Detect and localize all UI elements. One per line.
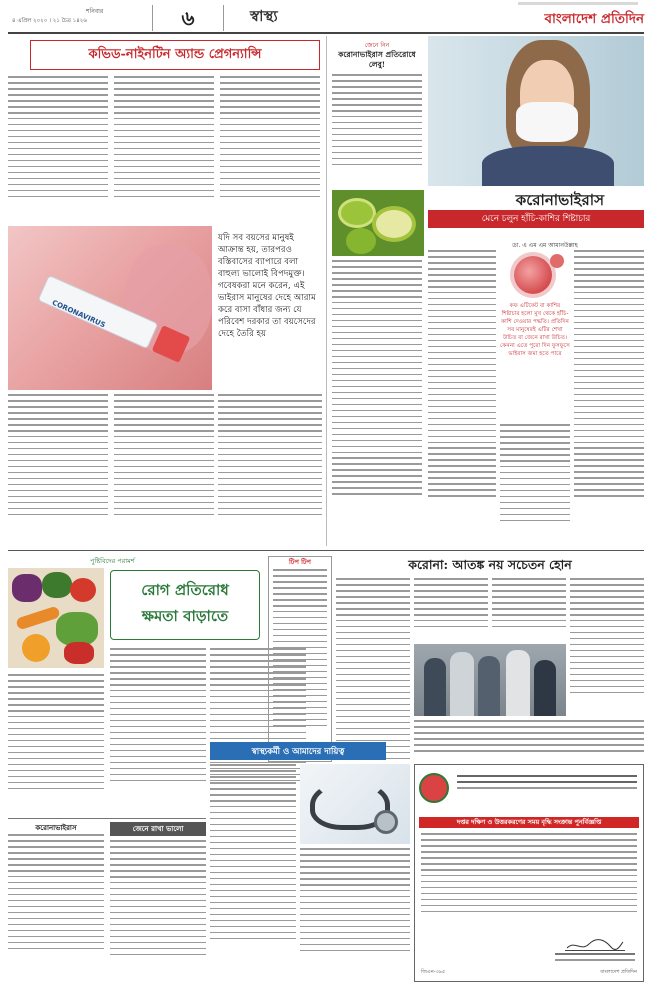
pull-quote: কফ এটিকেট বা কাশির শিষ্টাচার হলো মুখ থেকে হাঁচি-কাশি দেওয়ার পদ্ধতি। প্রতিদিন সব মানুষেরই এটির শেখা উচিত বা জেনে রাখা উচিত। কেননা এতে পুরো দিন ফুসফুসে ভাইরাস জমা হতে পারে <box>500 303 570 357</box>
lead-headline: কভিড-নাইনটিন অ্যান্ড প্রেগন্যান্সি <box>88 47 262 62</box>
govt-emblem-icon <box>419 773 449 803</box>
notice-header-lines <box>457 775 637 793</box>
orange <box>22 634 50 662</box>
panic-col-2 <box>414 578 488 640</box>
woman-shirt <box>482 146 614 186</box>
sidebar-body-2 <box>332 260 422 542</box>
notice-body <box>421 833 637 933</box>
etiquette-col-3 <box>574 250 644 546</box>
panic-col-4 <box>570 578 644 718</box>
lemon-1 <box>338 198 376 228</box>
virus-illustration <box>502 252 568 298</box>
logo-tagline <box>518 2 638 5</box>
tips-body <box>269 567 331 759</box>
bottom-middle-title-box <box>110 822 206 836</box>
notice-header <box>419 769 639 811</box>
bottom-left-body <box>8 834 104 980</box>
masthead-date: ৪ এপ্রিল ২০২০ । ২১ চৈত্র ১৪২৬ <box>12 18 87 24</box>
crowd-photo <box>414 644 566 716</box>
grapes <box>12 574 42 602</box>
etiquette-col-1 <box>428 250 496 546</box>
tips-title: টিপ টিপ <box>289 558 311 566</box>
person-5 <box>534 660 556 716</box>
section-title: স্বাস্থ্য <box>250 7 278 25</box>
bottom-middle-title: জেনে রাখা ভালো <box>132 824 184 833</box>
notice-signer-lines <box>555 953 635 965</box>
sidebar-kicker: জেনে নিন <box>364 42 390 49</box>
lemon-2 <box>372 206 416 242</box>
sidebar-title: করোনাভাইরাস প্রতিরোধে লেবু! <box>338 50 416 69</box>
tomato <box>70 578 96 602</box>
mid-page-rule <box>8 550 644 551</box>
notice-footer-right: বাংলাদেশ প্রতিদিন <box>600 969 637 975</box>
notice-box <box>414 764 644 982</box>
carrot <box>15 605 61 630</box>
person-2 <box>450 652 474 716</box>
page-number: ৬ <box>181 6 195 30</box>
masthead-rule <box>8 32 644 34</box>
stethoscope-head <box>374 810 398 834</box>
paper-logo <box>498 2 644 29</box>
sneezing-woman-photo <box>428 36 644 186</box>
etiquette-byline: ডা. এ এম এম আমানউল্লাহ <box>512 242 578 249</box>
person-1 <box>424 658 446 716</box>
notice-footer-left: জিএন-৩৯৫ <box>421 969 446 975</box>
coronavirus-vial-photo <box>8 226 212 390</box>
vial-label: CORONAVIRUS <box>50 298 107 330</box>
panic-col-3 <box>492 578 566 640</box>
virus-icon-small <box>550 254 564 268</box>
signature-icon <box>565 937 625 951</box>
immunity-headline-1: রোগ প্রতিরোধ <box>141 581 229 599</box>
panic-headline: করোনা: আতঙ্ক নয় সচেতন হোন <box>408 557 572 572</box>
immunity-headline-box <box>110 570 260 640</box>
health-workers-headline-box <box>210 742 386 760</box>
lemon-3 <box>346 228 376 254</box>
broccoli <box>42 572 72 598</box>
person-4 <box>506 650 530 716</box>
masthead <box>0 0 650 32</box>
pregnancy-body-mid <box>114 394 214 544</box>
immunity-col-2 <box>110 648 206 814</box>
bottom-left-title: করোনাভাইরাস <box>35 823 77 832</box>
tissue <box>516 102 578 142</box>
immunity-headline-2: ক্ষমতা বাড়াতে <box>141 607 229 625</box>
pregnancy-body-left <box>8 394 108 544</box>
tips-box <box>268 556 332 762</box>
etiquette-headline-2: মেনে চলুন হাঁচি-কাশির শিষ্টাচার <box>428 210 644 228</box>
callout-text: যদি সব বয়সের মানুষই আক্রান্ত হয়, তারপরও বস্তিবাসের ব্যাপারে বলা বাহুল্য ভালোই বিপদমুক্ত। গবেষকরা মনে করেন, এই ভাইরাস মানুষের দেহে আরাম করে বাসা বাঁধার জন্য যে পরিবেশ দরকার তা বয়সেদের দেহে তৈরি হয় <box>218 233 316 339</box>
health-workers-col-2 <box>300 848 410 980</box>
bottom-middle-body <box>110 840 206 980</box>
etiquette-col-2 <box>500 424 570 546</box>
lead-body-col-1 <box>8 76 108 224</box>
sidebar-rule-left <box>326 36 327 546</box>
health-workers-col-1 <box>210 764 296 980</box>
masthead-day: শনিবার <box>86 8 104 15</box>
page-number-badge <box>152 5 224 31</box>
sidebar-body <box>332 74 422 186</box>
virus-icon <box>514 256 552 294</box>
pregnancy-callout <box>218 232 322 382</box>
immunity-col-1 <box>8 674 104 814</box>
lemon-photo <box>332 190 424 256</box>
etiquette-virus-pullquote <box>500 250 570 418</box>
stethoscope-photo <box>300 764 410 844</box>
immunity-kicker: পুষ্টিবিদের পরামর্শ <box>90 557 135 565</box>
lead-headline-box <box>30 40 320 70</box>
pregnancy-body-right <box>218 394 322 544</box>
bottom-rule <box>8 818 206 819</box>
notice-banner: দপ্তর দক্ষিণ ও উত্তরকরণের সময় বৃদ্ধি সংক্রান্ত পুনর্বিজ্ঞপ্তি <box>419 817 639 828</box>
panic-under-photo <box>414 720 644 762</box>
etiquette-headline-1: করোনাভাইরাস <box>515 191 604 209</box>
person-3 <box>478 656 500 716</box>
vegetables-photo <box>8 568 104 668</box>
health-workers-headline: স্বাস্থ্যকর্মী ও আমাদের দায়িত্ব <box>251 746 345 756</box>
lead-body-col-3 <box>220 76 320 224</box>
lead-body-col-2 <box>114 76 214 224</box>
pepper <box>64 642 94 664</box>
leaves <box>56 612 98 646</box>
paper-name: বাংলাদেশ প্রতিদিন <box>544 11 644 27</box>
etiquette-headline-box <box>428 190 644 236</box>
